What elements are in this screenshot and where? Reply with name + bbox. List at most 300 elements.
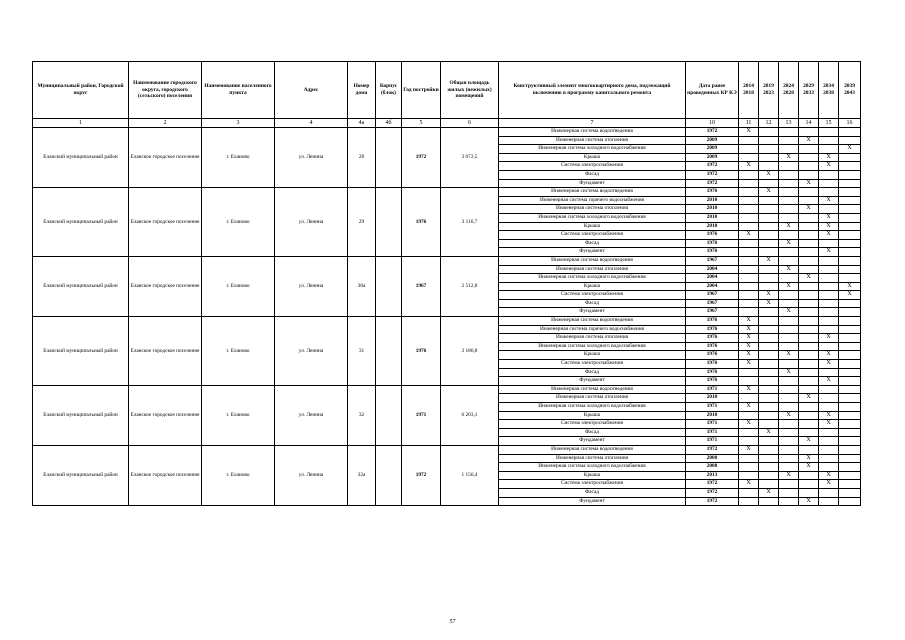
header-prior-repair-date: Дата ранее проведенных КР КЭ [686,62,739,119]
period-mark-cell [779,377,799,386]
period-mark-cell [759,213,779,222]
block-cell [376,445,402,505]
column-number: 6 [441,119,499,128]
period-mark-cell [759,385,779,394]
period-mark-cell [799,128,819,137]
settlement-cell: Еланское городское поселение [129,445,202,505]
page-number: 57 [449,619,456,625]
prior-repair-date-cell: 1967 [686,256,739,265]
period-mark-cell [799,282,819,291]
period-mark-cell [739,377,759,386]
period-mark-cell [819,128,839,137]
period-mark-cell [779,291,799,300]
period-mark-cell: X [759,170,779,179]
period-mark-cell [819,428,839,437]
prior-repair-date-cell: 2010 [686,196,739,205]
element-name-cell: Система электроснабжения [499,231,686,240]
prior-repair-date-cell: 1971 [686,420,739,429]
period-mark-cell [779,428,799,437]
period-mark-cell [799,162,819,171]
prior-repair-date-cell: 1971 [686,385,739,394]
period-mark-cell: X [779,351,799,360]
period-mark-cell: X [799,136,819,145]
period-mark-cell [839,437,861,446]
prior-repair-date-cell: 1976 [686,248,739,257]
period-mark-cell: X [819,411,839,420]
locality-cell: г. Еланово [202,445,275,505]
period-mark-cell [759,274,779,283]
column-number-row [33,119,861,128]
prior-repair-date-cell: 1967 [686,308,739,317]
period-mark-cell [839,317,861,326]
element-name-cell: Фундамент [499,437,686,446]
period-mark-cell [799,291,819,300]
period-mark-cell: X [819,222,839,231]
period-mark-cell [759,128,779,137]
prior-repair-date-cell: 2009 [686,153,739,162]
period-mark-cell: X [819,377,839,386]
period-mark-cell [759,445,779,454]
element-name-cell: Инженерная система отопления [499,334,686,343]
prior-repair-date-cell: 1976 [686,334,739,343]
header-block: Корпус (блок) [376,62,402,119]
period-mark-cell [839,428,861,437]
period-mark-cell [819,308,839,317]
period-mark-cell: X [759,188,779,197]
column-number: 13 [779,119,799,128]
prior-repair-date-cell: 1976 [686,231,739,240]
period-mark-cell: X [819,213,839,222]
period-mark-cell [799,248,819,257]
column-number: 7 [499,119,686,128]
house-number-cell: 28 [348,128,376,188]
period-mark-cell [799,334,819,343]
element-name-cell: Инженерная система горячего водоснабжения [499,196,686,205]
column-number: 12 [759,119,779,128]
period-mark-cell: X [779,222,799,231]
element-name-cell: Крыша [499,411,686,420]
element-name-cell: Фасад [499,368,686,377]
locality-cell: г. Еланово [202,385,275,445]
column-number: 11 [739,119,759,128]
period-mark-cell [799,239,819,248]
period-mark-cell [819,454,839,463]
period-mark-cell [799,368,819,377]
period-mark-cell [819,256,839,265]
period-mark-cell [839,265,861,274]
period-mark-cell [839,497,861,506]
area-cell: 3 072,5 [441,128,499,188]
block-cell [376,188,402,257]
element-name-cell: Инженерная система отопления [499,454,686,463]
period-mark-cell [799,308,819,317]
header-locality: Наименование населенного пункта [202,62,275,119]
house-number-cell: 32 [348,385,376,445]
period-mark-cell: X [739,325,759,334]
prior-repair-date-cell: 1971 [686,437,739,446]
period-mark-cell [739,256,759,265]
period-mark-cell [759,411,779,420]
period-mark-cell [779,231,799,240]
period-mark-cell: X [739,342,759,351]
element-name-cell: Инженерная система водоотведения [499,317,686,326]
period-mark-cell [779,317,799,326]
period-mark-cell: X [819,420,839,429]
period-mark-cell: X [779,282,799,291]
element-name-cell: Фундамент [499,248,686,257]
period-mark-cell [819,274,839,283]
period-mark-cell: X [739,480,759,489]
prior-repair-date-cell: 2010 [686,213,739,222]
period-mark-cell [759,265,779,274]
period-mark-cell [799,411,819,420]
prior-repair-date-cell: 2009 [686,145,739,154]
period-mark-cell [799,170,819,179]
period-mark-cell [819,265,839,274]
period-mark-cell [799,231,819,240]
street-cell: ул. Ленина [275,188,348,257]
prior-repair-date-cell: 1972 [686,128,739,137]
prior-repair-date-cell: 1972 [686,179,739,188]
period-mark-cell [819,291,839,300]
period-mark-cell [739,411,759,420]
period-mark-cell [739,265,759,274]
period-mark-cell [779,420,799,429]
period-mark-cell [779,213,799,222]
period-mark-cell [799,256,819,265]
period-mark-cell [739,145,759,154]
period-mark-cell [779,394,799,403]
period-mark-cell [819,385,839,394]
prior-repair-date-cell: 2008 [686,454,739,463]
period-mark-cell [779,299,799,308]
settlement-cell: Еланское городское поселение [129,188,202,257]
period-mark-cell [779,454,799,463]
period-mark-cell: X [819,360,839,369]
period-mark-cell [819,179,839,188]
period-mark-cell [799,145,819,154]
period-mark-cell [799,360,819,369]
period-mark-cell [819,239,839,248]
element-name-cell: Инженерная система горячего водоснабжения [499,325,686,334]
period-mark-cell: X [739,351,759,360]
municipality-cell: Еланский муниципальный район [33,317,129,386]
prior-repair-date-cell: 1976 [686,360,739,369]
settlement-cell: Еланское городское поселение [129,317,202,386]
period-mark-cell: X [739,334,759,343]
build-year-cell: 1976 [402,317,441,386]
period-mark-cell [779,179,799,188]
period-mark-cell [739,437,759,446]
period-mark-cell: X [799,454,819,463]
period-mark-cell [739,299,759,308]
period-mark-cell: X [779,239,799,248]
prior-repair-date-cell: 1976 [686,377,739,386]
header-house-number: Номер дома [348,62,376,119]
element-name-cell: Инженерная система водоотведения [499,128,686,137]
prior-repair-date-cell: 1971 [686,428,739,437]
period-mark-cell [799,351,819,360]
period-mark-cell: X [739,162,759,171]
element-name-cell: Крыша [499,351,686,360]
period-mark-cell [759,248,779,257]
area-cell: 3 116,7 [441,188,499,257]
table-row [33,188,861,197]
period-mark-cell [839,128,861,137]
period-mark-cell: X [739,420,759,429]
municipality-cell: Еланский муниципальный район [33,188,129,257]
period-mark-cell [739,291,759,300]
build-year-cell: 1972 [402,445,441,505]
header-address: Адрес [275,62,348,119]
header-period-2: 2019 2023 [759,62,779,119]
period-mark-cell: X [759,488,779,497]
period-mark-cell [839,411,861,420]
period-mark-cell [759,231,779,240]
period-mark-cell: X [799,437,819,446]
period-mark-cell [759,351,779,360]
header-element: Конструктивный элемент многоквартирного дома, подлежащий включению в программу капитального ремонта [499,62,686,119]
period-mark-cell [819,497,839,506]
period-mark-cell [839,136,861,145]
period-mark-cell [819,145,839,154]
period-mark-cell [759,239,779,248]
period-mark-cell [779,188,799,197]
table-row [33,445,861,454]
table-row [33,317,861,326]
period-mark-cell [819,299,839,308]
period-mark-cell [839,231,861,240]
period-mark-cell [759,368,779,377]
element-name-cell: Инженерная система отопления [499,265,686,274]
period-mark-cell [739,463,759,472]
period-mark-cell [759,342,779,351]
period-mark-cell [799,420,819,429]
period-mark-cell [779,145,799,154]
header-period-6: 2039 2043 [839,62,861,119]
period-mark-cell [779,170,799,179]
period-mark-cell: X [779,153,799,162]
period-mark-cell [839,308,861,317]
element-name-cell: Система электроснабжения [499,162,686,171]
prior-repair-date-cell: 2004 [686,282,739,291]
prior-repair-date-cell: 1967 [686,291,739,300]
period-mark-cell: X [839,291,861,300]
period-mark-cell [739,497,759,506]
column-number: 4 [275,119,348,128]
period-mark-cell: X [799,463,819,472]
period-mark-cell [779,488,799,497]
period-mark-cell [839,360,861,369]
element-name-cell: Крыша [499,282,686,291]
element-name-cell: Инженерная система холодного водоснабжения [499,342,686,351]
municipality-cell: Еланский муниципальный район [33,128,129,188]
period-mark-cell [799,222,819,231]
column-number: 1 [33,119,129,128]
build-year-cell: 1972 [402,128,441,188]
column-number: 2 [129,119,202,128]
period-mark-cell [779,162,799,171]
element-name-cell: Инженерная система холодного водоснабжения [499,145,686,154]
period-mark-cell [779,385,799,394]
header-area: Общая площадь жилых (нежилых) помещений [441,62,499,119]
period-mark-cell: X [819,153,839,162]
settlement-cell: Еланское городское поселение [129,385,202,445]
block-cell [376,385,402,445]
locality-cell: г. Еланово [202,188,275,257]
period-mark-cell [799,265,819,274]
element-name-cell: Инженерная система холодного водоснабжения [499,213,686,222]
period-mark-cell [739,368,759,377]
prior-repair-date-cell: 1976 [686,239,739,248]
period-mark-cell [759,454,779,463]
column-number: 3 [202,119,275,128]
column-number: 10 [686,119,739,128]
period-mark-cell [739,179,759,188]
period-mark-cell [839,325,861,334]
prior-repair-date-cell: 2010 [686,394,739,403]
period-mark-cell [839,153,861,162]
period-mark-cell [759,497,779,506]
period-mark-cell: X [779,265,799,274]
period-mark-cell [759,308,779,317]
period-mark-cell [799,317,819,326]
prior-repair-date-cell: 1972 [686,445,739,454]
period-mark-cell [759,334,779,343]
period-mark-cell [739,213,759,222]
table-row [33,385,861,394]
period-mark-cell [759,317,779,326]
period-mark-cell [779,360,799,369]
element-name-cell: Инженерная система отопления [499,205,686,214]
period-mark-cell [739,394,759,403]
element-name-cell: Фасад [499,299,686,308]
column-number: 5 [402,119,441,128]
column-number: 15 [819,119,839,128]
period-mark-cell: X [779,471,799,480]
period-mark-cell [819,282,839,291]
period-mark-cell [839,351,861,360]
period-mark-cell: X [819,334,839,343]
period-mark-cell: X [759,291,779,300]
period-mark-cell: X [779,411,799,420]
street-cell: ул. Ленина [275,256,348,316]
street-cell: ул. Ленина [275,317,348,386]
period-mark-cell [759,162,779,171]
element-name-cell: Крыша [499,153,686,162]
prior-repair-date-cell: 1972 [686,170,739,179]
build-year-cell: 1976 [402,188,441,257]
period-mark-cell [759,282,779,291]
table-header [33,62,861,128]
build-year-cell: 1967 [402,256,441,316]
period-mark-cell: X [739,317,759,326]
period-mark-cell [779,274,799,283]
period-mark-cell [799,342,819,351]
block-cell [376,128,402,188]
area-cell: 2 512,8 [441,256,499,316]
period-mark-cell [799,196,819,205]
prior-repair-date-cell: 2009 [686,136,739,145]
period-mark-cell [779,403,799,412]
period-mark-cell [799,325,819,334]
period-mark-cell: X [799,394,819,403]
element-name-cell: Инженерная система водоотведения [499,188,686,197]
element-name-cell: Инженерная система холодного водоснабжения [499,403,686,412]
period-mark-cell [759,196,779,205]
period-mark-cell [819,463,839,472]
period-mark-cell [759,145,779,154]
repair-program-sheet [32,61,860,506]
prior-repair-date-cell: 1972 [686,497,739,506]
table-row [33,128,861,137]
period-mark-cell [739,471,759,480]
period-mark-cell [839,274,861,283]
prior-repair-date-cell: 1967 [686,299,739,308]
municipality-cell: Еланский муниципальный район [33,445,129,505]
period-mark-cell [779,136,799,145]
element-name-cell: Фундамент [499,497,686,506]
element-name-cell: Инженерная система отопления [499,136,686,145]
period-mark-cell [799,377,819,386]
period-mark-cell [839,471,861,480]
prior-repair-date-cell: 2004 [686,265,739,274]
build-year-cell: 1971 [402,385,441,445]
period-mark-cell: X [739,403,759,412]
period-mark-cell [839,454,861,463]
period-mark-cell [739,153,759,162]
period-mark-cell [819,170,839,179]
period-mark-cell [839,334,861,343]
period-mark-cell [839,188,861,197]
period-mark-cell [779,437,799,446]
period-mark-cell [739,454,759,463]
period-mark-cell [799,471,819,480]
period-mark-cell [759,403,779,412]
municipality-cell: Еланский муниципальный район [33,385,129,445]
prior-repair-date-cell: 2010 [686,205,739,214]
period-mark-cell [799,385,819,394]
header-settlement-type: Наименование городского округа, городского (сельского) поселения [129,62,202,119]
prior-repair-date-cell: 2004 [686,274,739,283]
prior-repair-date-cell: 2008 [686,463,739,472]
period-mark-cell: X [819,471,839,480]
period-mark-cell [779,445,799,454]
street-cell: ул. Ленина [275,128,348,188]
table-row [33,256,861,265]
period-mark-cell [759,222,779,231]
period-mark-cell [839,162,861,171]
period-mark-cell: X [799,205,819,214]
period-mark-cell [819,394,839,403]
period-mark-cell [839,480,861,489]
period-mark-cell [779,256,799,265]
header-period-1: 2014 2018 [739,62,759,119]
period-mark-cell [759,377,779,386]
header-period-4: 2029 2033 [799,62,819,119]
element-name-cell: Инженерная система водоотведения [499,256,686,265]
period-mark-cell [799,445,819,454]
period-mark-cell: X [839,282,861,291]
area-cell: 1 156,4 [441,445,499,505]
period-mark-cell: X [759,256,779,265]
house-number-cell: 30а [348,256,376,316]
period-mark-cell [739,136,759,145]
period-mark-cell: X [819,480,839,489]
element-name-cell: Фасад [499,428,686,437]
period-mark-cell [759,437,779,446]
period-mark-cell [839,445,861,454]
